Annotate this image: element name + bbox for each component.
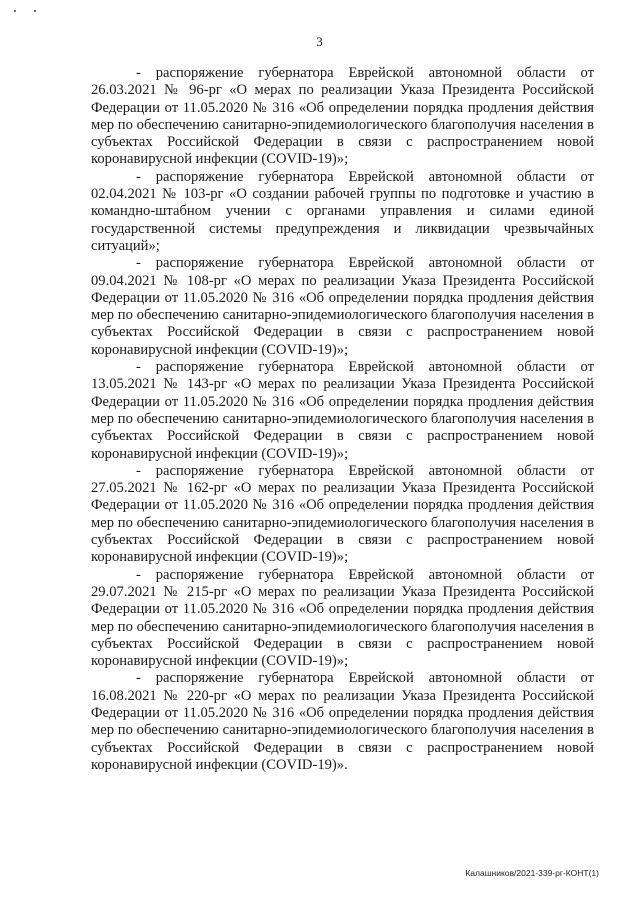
list-item: - распоряжение губернатора Еврейской автономной области от 27.05.2021 № 162-рг «О мерах по реализации Указа Президента Российской Федерации от 11.05.2020 № 316 «Об определении порядка продления действия мер по обеспечению санитарно-эпидемиологического благополучия населения в субъектах Российской Федерации в связи с распространением новой коронавирусной инфекции (COVID-19)»;	[91, 462, 594, 566]
footer-document-code: Калашников/2021-339-рг-КОНТ(1)	[465, 868, 599, 878]
list-item: - распоряжение губернатора Еврейской автономной области от 26.03.2021 № 96-рг «О мерах по реализации Указа Президента Российской Федерации от 11.05.2020 № 316 «Об определении порядка продления действия мер по обеспечению санитарно-эпидемиологического благополучия населения в субъектах Российской Федерации в связи с распространением новой коронавирусной инфекции (COVID-19)»;	[91, 65, 594, 168]
list-item: - распоряжение губернатора Еврейской автономной области от 16.08.2021 № 220-рг «О мерах по реализации Указа Президента Российской Федерации от 11.05.2020 № 316 «Об определении порядка продления действия мер по обеспечению санитарно-эпидемиологического благополучия населения в субъектах Российской Федерации в связи с распространением новой коронавирусной инфекции (COVID-19)».	[91, 670, 594, 773]
list-item: - распоряжение губернатора Еврейской автономной области от 13.05.2021 № 143-рг «О мерах по реализации Указа Президента Российской Федерации от 11.05.2020 № 316 «Об определении порядка продления действия мер по обеспечению санитарно-эпидемиологического благополучия населения в субъектах Российской Федерации в связи с распространением новой коронавирусной инфекции (COVID-19)»;	[91, 359, 594, 462]
scan-mark	[34, 10, 36, 12]
scan-mark	[14, 10, 16, 12]
list-item: - распоряжение губернатора Еврейской автономной области от 29.07.2021 № 215-рг «О мерах по реализации Указа Президента Российской Федерации от 11.05.2020 № 316 «Об определении порядка продления действия мер по обеспечению санитарно-эпидемиологического благополучия населения в субъектах Российской Федерации в связи с распространением новой коронавирусной инфекции (COVID-19)»;	[91, 566, 594, 670]
list-item: - распоряжение губернатора Еврейской автономной области от 02.04.2021 № 103-рг «О создании рабочей группы по подготовке и участию в командно-штабном учении с органами управления и силами единой государственной системы предупреждения и ликвидации чрезвычайных ситуаций»;	[91, 168, 594, 254]
list-item: - распоряжение губернатора Еврейской автономной области от 09.04.2021 № 108-рг «О мерах по реализации Указа Президента Российской Федерации от 11.05.2020 № 316 «Об определении порядка продления действия мер по обеспечению санитарно-эпидемиологического благополучия населения в субъектах Российской Федерации в связи с распространением новой коронавирусной инфекции (COVID-19)»;	[91, 255, 594, 358]
document-body	[91, 65, 594, 774]
page-number: 3	[316, 34, 323, 49]
